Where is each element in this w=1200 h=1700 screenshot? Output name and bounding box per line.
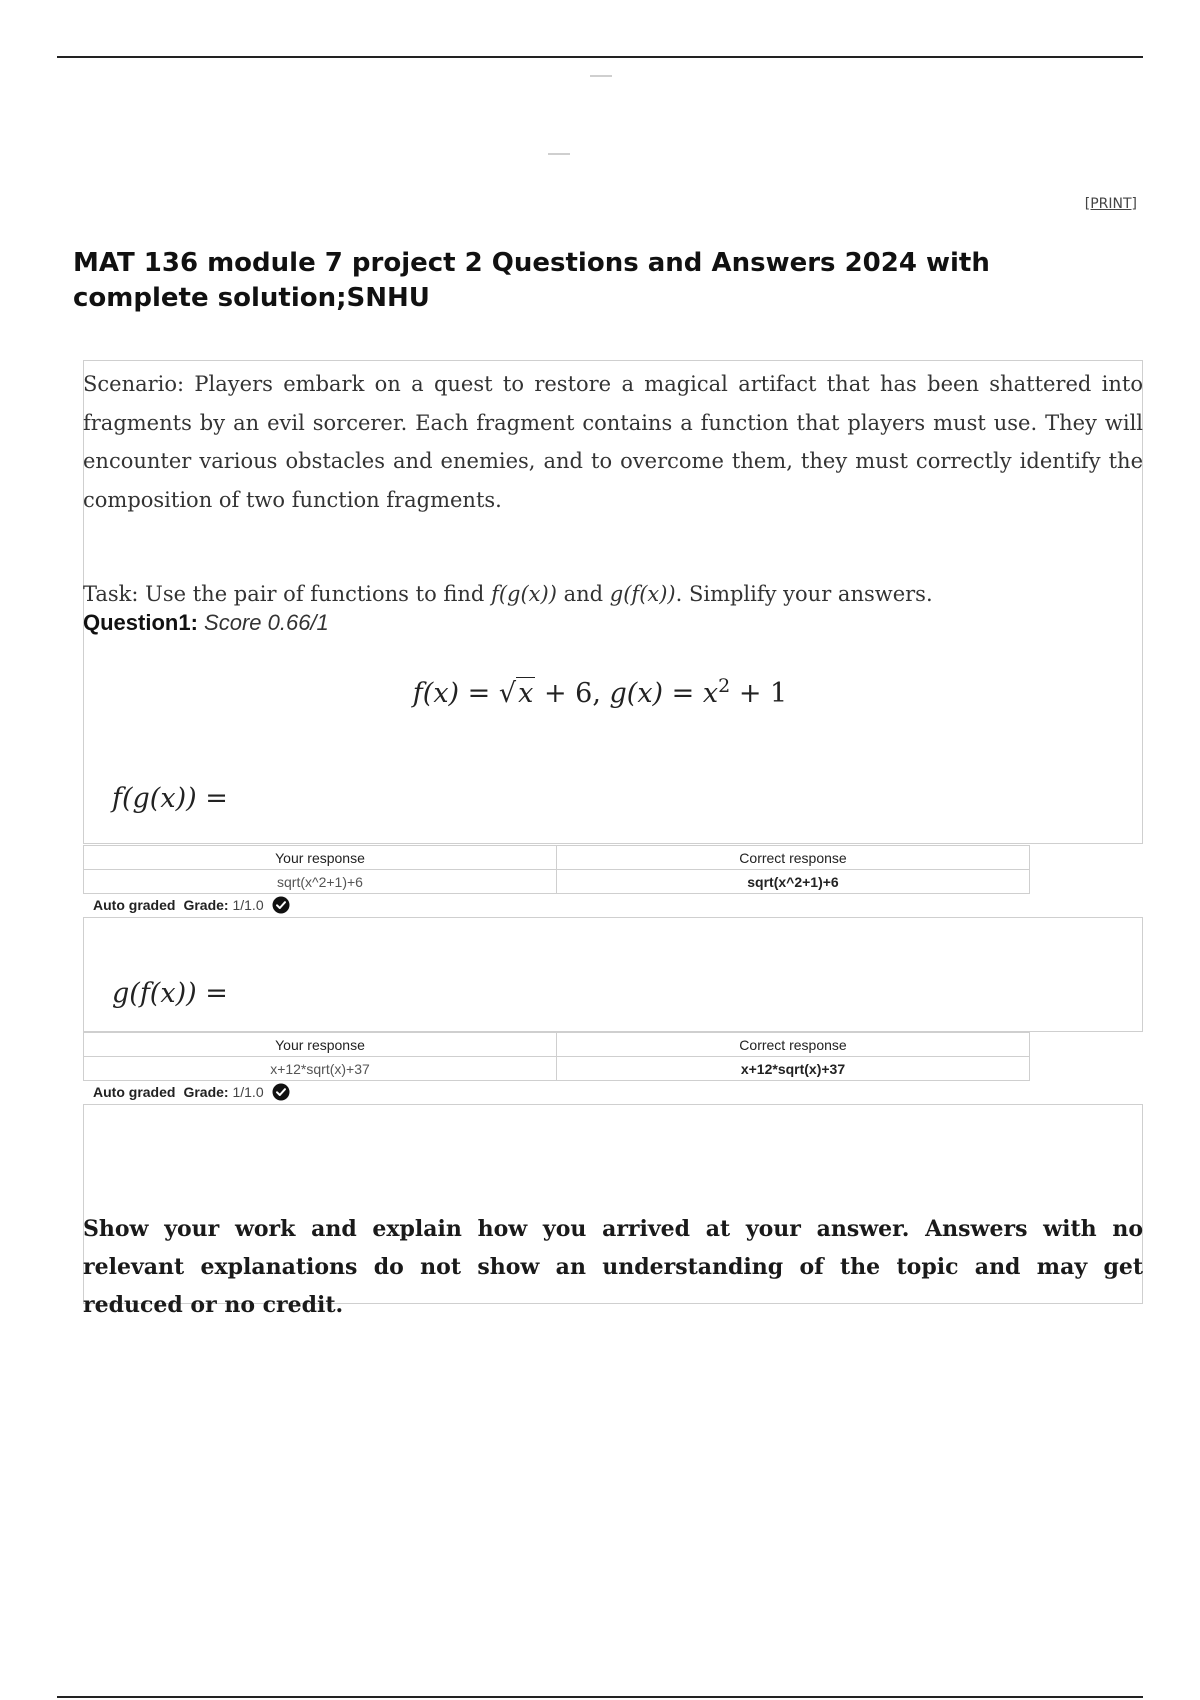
correct-response-header: Correct response: [557, 1033, 1030, 1057]
faint-dash: [590, 75, 612, 77]
prompt-gf: g(f(x)) =: [112, 978, 228, 1009]
sqrt-radicand: x: [518, 678, 534, 709]
auto-graded-label: Auto graded: [93, 1084, 176, 1100]
grade-label: Grade: 1/1.0: [183, 1084, 264, 1100]
g-definition-rest: + 1: [738, 678, 788, 709]
your-response-value: x+12*sqrt(x)+37: [84, 1057, 557, 1081]
question-header: [83, 610, 329, 636]
correct-response-header: Correct response: [557, 846, 1030, 870]
response-table: [83, 845, 1030, 894]
answer-box: [83, 917, 1143, 1032]
correct-response-value: sqrt(x^2+1)+6: [557, 870, 1030, 894]
check-circle-icon: [272, 896, 290, 914]
question-score: Score 0.66/1: [204, 610, 329, 635]
task-expr-fg: f(g(x)): [491, 582, 557, 606]
grade-label: Grade: 1/1.0: [183, 897, 264, 913]
your-response-value: sqrt(x^2+1)+6: [84, 870, 557, 894]
grade-value: 1/1.0: [232, 897, 264, 913]
g-base: x: [702, 678, 719, 709]
f-definition-lhs: f(x) =: [412, 678, 491, 709]
check-circle-icon: [272, 1083, 290, 1101]
grade-value: 1/1.0: [232, 1084, 264, 1100]
your-response-header: Your response: [84, 1033, 557, 1057]
question-label: Question1:: [83, 610, 198, 635]
task-intro: Task: Use the pair of functions to find: [83, 582, 485, 606]
prompt-fg: f(g(x)) =: [112, 783, 228, 814]
task-outro: . Simplify your answers.: [675, 582, 933, 606]
bottom-rule: [57, 1696, 1143, 1698]
task-text: [83, 580, 1143, 608]
faint-dash: [548, 153, 570, 155]
your-response-header: Your response: [84, 846, 557, 870]
grade-line: [93, 896, 290, 914]
correct-response-value: x+12*sqrt(x)+37: [557, 1057, 1030, 1081]
f-definition-rest: + 6,: [543, 678, 601, 709]
g-definition-lhs: g(x) =: [609, 678, 695, 709]
print-link[interactable]: [PRINT]: [1084, 196, 1137, 212]
grade-line: [93, 1083, 290, 1101]
g-exponent: 2: [718, 675, 731, 697]
task-expr-gf: g(f(x)): [609, 582, 676, 606]
response-table: [83, 1032, 1030, 1081]
document-title: MAT 136 module 7 project 2 Questions and Answers 2024 with complete solution;SNHU: [73, 248, 990, 313]
scenario-text: Scenario: Players embark on a quest to restore a magical artifact that has been shattered into fragments by an evil sorcerer. Each fragment contains a function that players must use. They will encounter various obstacles and enemies, and to overcome them, they must correctly identify the composition of two function fragments.: [83, 372, 1143, 512]
top-rule: [57, 56, 1143, 58]
instruction-text: Show your work and explain how you arrived at your answer. Answers with no relevant explanations do not show an understanding of the topic and may get reduced or no credit.: [83, 1216, 1143, 1318]
auto-graded-label: Auto graded: [93, 897, 176, 913]
sqrt-symbol: √x: [498, 678, 534, 709]
task-and: and: [563, 582, 604, 606]
function-definitions: [0, 675, 1200, 709]
